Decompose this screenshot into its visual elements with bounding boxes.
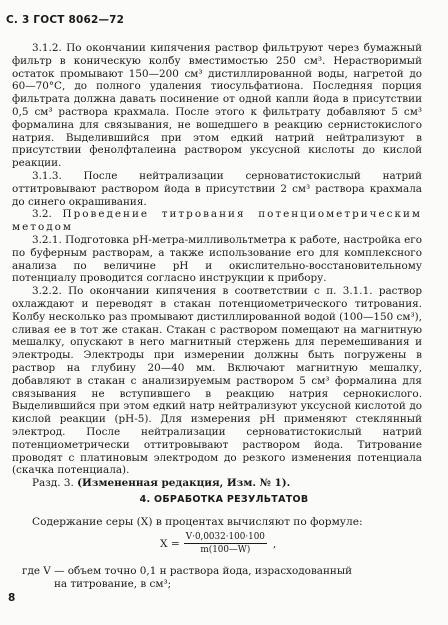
- formula-denominator: m(100—W): [200, 545, 251, 555]
- formula-intro: Содержание серы (X) в процентах вычисляют по формуле:: [32, 516, 363, 528]
- formula-fraction: [184, 532, 267, 555]
- edition-note: [12, 477, 422, 490]
- formula: [160, 532, 276, 555]
- edition-note-prefix: Разд. 3.: [32, 477, 78, 490]
- paragraph-3-2-1: 3.2.1. Подготовка рН-метра-милливольтметра к работе, настройка его по буферным растворам, а также использование его для комплексного анализа по величине рН и окислительно-восстановительному потенциалу проводится согласно инструкции к прибору.: [12, 233, 422, 285]
- page-header: С. 3 ГОСТ 8062—72: [6, 14, 125, 26]
- paragraph-3-2-number: 3.2.: [32, 208, 63, 221]
- document-body: [12, 42, 422, 490]
- formula-trailing-comma: ,: [272, 537, 277, 550]
- paragraph-3-1-2: 3.1.2. По окончании кипячения раствор фильтруют через бумажный фильтр в коническую колбу вместимостью 250 см³. Нерастворимый остаток промывают 150—200 см³ дистиллированной воды, нагретой до 60—70°С, до полного удаления тиосульфатиона. Последняя порция фильтрата должна давать посинение от одной капли йода в присутствии 0,5 см³ раствора крахмала. После этого к фильтрату добавляют 5 см³ формалина для связывания, не вошедшего в реакцию сернистокислого натрия. Выделившийся при этом едкий натрий нейтрализуют в присутствии фенолфталеина раствором уксусной кислоты до кислой реакции.: [12, 42, 422, 170]
- definition-v-line1: где V — объем точно 0,1 н раствора йода, израсходованный: [22, 565, 353, 577]
- paragraph-3-1-3: 3.1.3. После нейтрализации серноватистокислый натрий оттитровывают раствором йода в присутствии 2 см³ раствора крахмала до синего окрашивания.: [12, 169, 422, 208]
- formula-numerator: V·0,0032·100·100: [185, 532, 265, 542]
- paragraph-3-2-title: Проведение титрования потенциометрическим методом: [12, 208, 422, 234]
- paragraph-3-2: [12, 208, 422, 234]
- variable-definitions: [22, 565, 422, 591]
- definition-v-line2: на титрование, в см³;: [54, 577, 172, 590]
- page-number: 8: [8, 592, 16, 604]
- edition-note-bold: (Измененная редакция, Изм. № 1).: [77, 477, 291, 490]
- paragraph-3-2-2: 3.2.2. По окончании кипячения в соответствии с п. 3.1.1. раствор охлаждают и переводят в стакан потенциометрического титрования. Колбу несколько раз промывают дистиллированной водой (100—150 см³), сливая ее в тот же стакан. Стакан с раствором помещают на магнитную мешалку, опускают в него магнитный стержень для перемешивания и электроды. Электроды при измерении должны быть погружены в раствор на глубину 20—40 мм. Включают магнитную мешалку, добавляют в стакан с анализируемым раствором 5 см³ формалина для связывания не вступившего в реакцию натрия сернокислого. Выделившийся при этом едкий натр нейтрализуют уксусной кислотой до кислой реакции (рН-5). Для измерения рН применяют стеклянный электрод. После нейтрализации серноватистокислый натрий потенциометрически оттитровывают раствором йода. Титрование проводят с платиновым электродом до резкого изменения потенциала (скачка потенциала).: [12, 285, 422, 477]
- formula-lhs: X =: [160, 537, 180, 550]
- section-4-title: 4. ОБРАБОТКА РЕЗУЛЬТАТОВ: [139, 494, 309, 505]
